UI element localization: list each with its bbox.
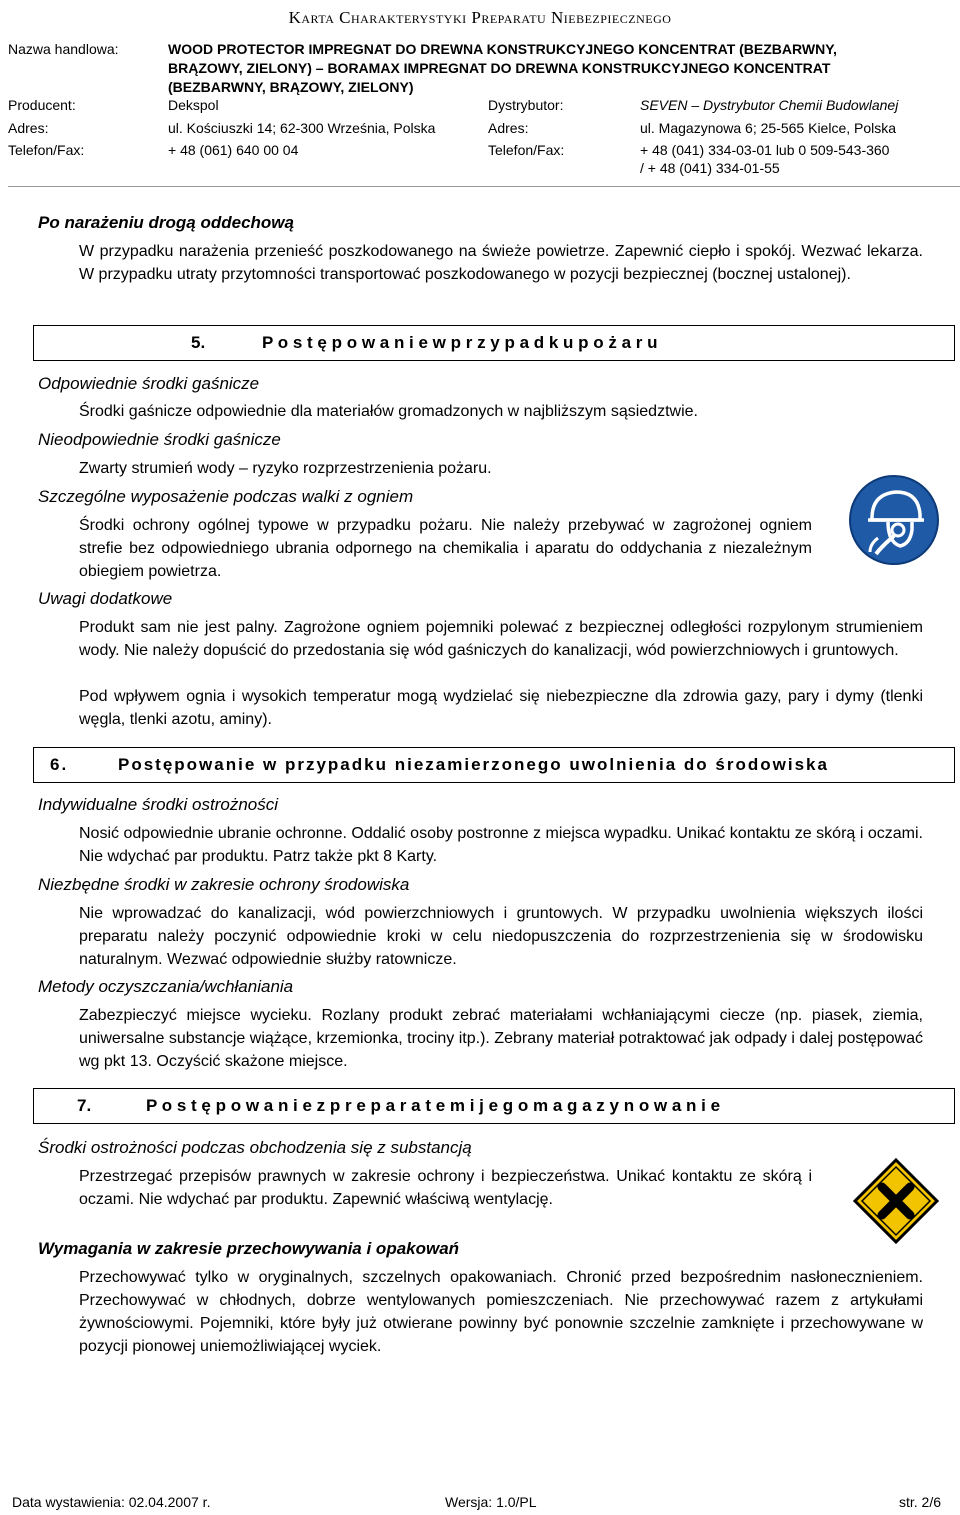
producer-phone-label: Telefon/Fax: [8,142,85,158]
firefighting-equipment-heading: Szczególne wyposażenie podczas walki z ogniem [38,487,414,506]
firefighting-equipment-text: Środki ochrony ogólnej typowe w przypadku pożaru. Nie należy przebywać w zagrożonej ogniem strefie bez odpowiedniego ubrania odpornego na chemikalia i aparatu do oddychania z niezależnym obiegiem powietrza. [79,517,812,580]
additional-remarks-text1: Produkt sam nie jest palny. Zagrożone ogniem pojemniki polewać z bezpiecznej odległości rozpylonym strumieniem wody. Nie należy dopuścić do przedostania się wód gaśniczych do kanalizacji, wód powierzchniowych i gruntowych. [79,619,923,659]
section-7-title: P o s t ę p o w a n i e z p r e p a r a t e m i j e g o m a g a z y n o w a n i e [146,1096,721,1115]
cleanup-methods-heading: Metody oczyszczania/wchłaniania [38,977,294,996]
issue-date: Data wystawienia: 02.04.2007 r. [12,1494,211,1510]
suitable-extinguishing-text: Środki gaśnicze odpowiednie dla materiałów gromadzonych w najbliższym sąsiedztwie. [79,403,698,420]
inhalation-heading: Po narażeniu drogą oddechową [38,213,294,232]
distributor-address: ul. Magazynowa 6; 25-565 Kielce, Polska [640,120,897,136]
section-6-header [33,747,955,783]
section-5-number: 5. [191,333,206,352]
producer-label: Producent: [8,97,76,113]
additional-remarks-text2: Pod wpływem ognia i wysokich temperatur mogą wydzielać się niebezpieczne dla zdrowia gazy, pary i dymy (tlenki węgla, tlenki azotu, aminy). [79,688,923,728]
page-number: str. 2/6 [899,1494,942,1510]
environmental-precautions-heading: Niezbędne środki w zakresie ochrony środowiska [38,875,410,894]
harmful-xn-icon [851,1156,941,1251]
inhalation-text: W przypadku narażenia przenieść poszkodowanego na świeże powietrze. Zapewnić ciepło i spokój. Wezwać lekarza. W przypadku utraty przytomności transportować poszkodowanego w pozycji bezpiecznej (bocznej ustalonej). [79,243,923,283]
version: Wersja: 1.0/PL [445,1494,537,1510]
storage-requirements-text: Przechowywać tylko w oryginalnych, szczelnych opakowaniach. Chronić przed bezpośrednim nasłonecznieniem. Przechowywać w chłodnych, dobrze wentylowanych pomieszczeniach. Nie przechowywać razem z artykułami żywnościowymi. Pojemniki, które były już otwierane powinny być ponownie szczelnie zamknięte i przechowywane w pozycji pionowej uniemożliwiającej wyciek. [79,1269,923,1355]
producer-value: Dekspol [168,97,219,113]
section-6-title: Postępowanie w przypadku niezamierzonego uwolnienia do środowiska [118,755,829,774]
trade-name-line1: WOOD PROTECTOR IMPREGNAT DO DREWNA KONSTRUKCYJNEGO KONCENTRAT (BEZBARWNY, [168,41,837,57]
section-5-title: P o s t ę p o w a n i e w p r z y p a d k u p o ż a r u [262,333,658,352]
header-divider [8,186,960,187]
storage-requirements-heading: Wymagania w zakresie przechowywania i opakowań [38,1239,460,1258]
distributor-address-label: Adres: [488,120,529,136]
unsuitable-extinguishing-heading: Nieodpowiednie środki gaśnicze [38,430,281,449]
section-7-number: 7. [77,1096,92,1115]
trade-name-label: Nazwa handlowa: [8,41,119,57]
unsuitable-extinguishing-text: Zwarty strumień wody – ryzyko rozprzestrzenienia pożaru. [79,460,492,477]
document-title: Karta Charakterystyki Preparatu Niebezpiecznego [288,8,672,27]
section-5-header [33,325,955,361]
handling-precautions-heading: Środki ostrożności podczas obchodzenia się z substancją [38,1138,472,1157]
cleanup-methods-text: Zabezpieczyć miejsce wycieku. Rozlany produkt zebrać materiałami wchłaniającymi ciecze (np. piasek, ziemia, uniwersalne substancje wiążące, krzemionka, trociny itp.). Zebrany materiał potraktować jak odpady i dalej postępować wg pkt 13. Oczyścić skażone miejsce. [79,1007,923,1070]
distributor-phone-label: Telefon/Fax: [488,142,565,158]
respirator-mandatory-icon [848,474,940,571]
distributor-phone-line1: + 48 (041) 334-03-01 lub 0 509-543-360 [640,142,890,158]
suitable-extinguishing-heading: Odpowiednie środki gaśnicze [38,374,260,393]
distributor-value: SEVEN – Dystrybutor Chemii Budowlanej [640,97,899,113]
trade-name-line2: BRĄZOWY, ZIELONY) – BORAMAX IMPREGNAT DO DREWNA KONSTRUKCYJNEGO KONCENTRAT [168,60,831,76]
section-7-header [33,1088,955,1124]
producer-address: ul. Kościuszki 14; 62-300 Września, Polska [168,120,436,136]
personal-precautions-text: Nosić odpowiednie ubranie ochronne. Oddalić osoby postronne z miejsca wypadku. Unikać kontaktu ze skórą i oczami. Nie wdychać par produktu. Patrz także pkt 8 Karty. [79,825,923,865]
additional-remarks-heading: Uwagi dodatkowe [38,589,173,608]
handling-precautions-text: Przestrzegać przepisów prawnych w zakresie ochrony i bezpieczeństwa. Unikać kontaktu ze skórą i oczami. Nie wdychać par produktu. Zapewnić właściwą wentylację. [79,1168,812,1208]
section-6-number: 6. [50,755,69,774]
distributor-phone-line2: / + 48 (041) 334-01-55 [640,160,780,176]
producer-phone: + 48 (061) 640 00 04 [168,142,299,158]
personal-precautions-heading: Indywidualne środki ostrożności [38,795,279,814]
distributor-label: Dystrybutor: [488,97,564,113]
trade-name-line3: (BEZBARWNY, BRĄZOWY, ZIELONY) [168,79,414,95]
producer-address-label: Adres: [8,120,49,136]
environmental-precautions-text: Nie wprowadzać do kanalizacji, wód powierzchniowych i gruntowych. W przypadku uwolnienia większych ilości preparatu należy poczynić odpowiednie kroki w celu niedopuszczenia do rozprzestrzenienia się w środowisku naturalnym. Wezwać odpowiednie służby ratownicze. [79,905,923,968]
